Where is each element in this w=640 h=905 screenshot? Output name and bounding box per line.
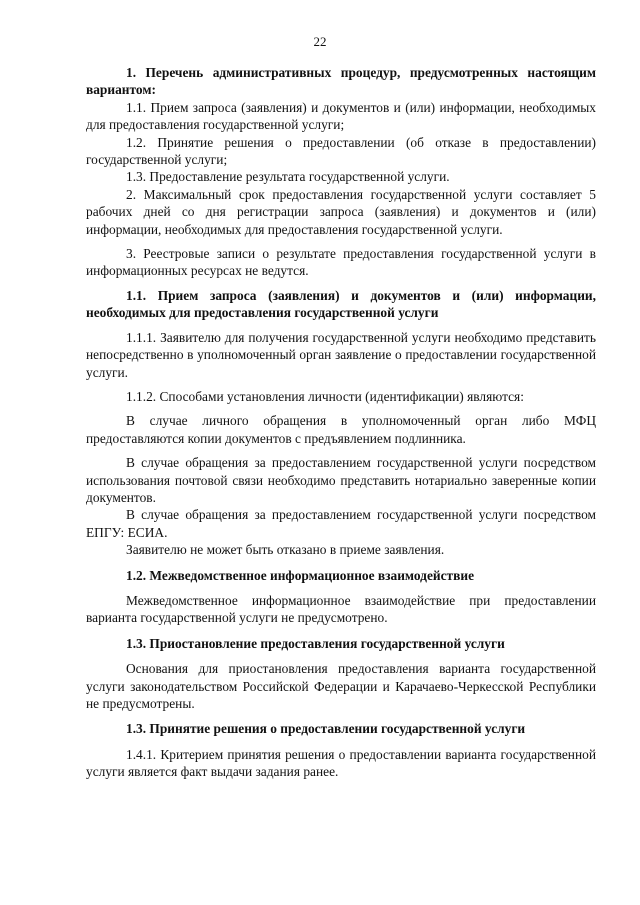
list-item-1-2: 1.2. Принятие решения о предоставлении (об отказе в предоставлении) государственной услуги; (86, 134, 596, 168)
heading-section-1-1: 1.1. Прием запроса (заявления) и документов и (или) информации, необходимых для предоставления государственной услуги (86, 287, 596, 321)
paragraph-personal-appeal: В случае личного обращения в уполномоченный орган либо МФЦ предоставляются копии документов с предъявлением подлинника. (86, 413, 596, 446)
paragraph-no-refusal: Заявителю не может быть отказано в приеме заявления. (126, 542, 445, 558)
paragraph-1-1-1: 1.1.1. Заявителю для получения государственной услуги необходимо представить непосредственно в уполномоченный орган заявление о предоставлении государственной услуги. (86, 329, 596, 380)
paragraph-suspension-grounds: Основания для приостановления предоставления варианта государственной услуги законодательством Российской Федерации и Карачаево-Черкесской Республики не предусмотрены. (86, 661, 596, 711)
paragraph-1-1-2: 1.1.2. Способами установления личности (идентификации) являются: (126, 388, 524, 404)
document-body (86, 64, 596, 781)
heading-section-1-3-decision: 1.3. Принятие решения о предоставлении государственной услуги (126, 721, 526, 737)
list-item-1-1: 1.1. Прием запроса (заявления) и документов и (или) информации, необходимых для предоставления государственной услуги; (86, 99, 596, 133)
paragraph-1-4-1: 1.4.1. Критерием принятия решения о предоставлении варианта государственной услуги является факт выдачи задания ранее. (86, 746, 596, 780)
paragraph-interagency: Межведомственное информационное взаимодействие при предоставлении варианта государственной услуги не предусмотрено. (86, 592, 596, 626)
heading-section-1-2: 1.2. Межведомственное информационное взаимодействие (126, 567, 475, 583)
paragraph-max-term: 2. Максимальный срок предоставления государственной услуги составляет 5 рабочих дней со дня регистрации запроса (заявления) и документов и (или) информации, необходимых для предоставления государственной услуги. (86, 186, 596, 237)
paragraph-postal-appeal: В случае обращения за предоставлением государственной услуги посредством использования почтовой связи необходимо представить нотариально заверенные копии документов. (86, 455, 596, 505)
paragraph-registry-records: 3. Реестровые записи о результате предоставления государственной услуги в информационных ресурсах не ведутся. (86, 246, 596, 279)
heading-section-1-3-suspension: 1.3. Приостановление предоставления государственной услуги (126, 635, 505, 651)
page-number: 22 (313, 34, 327, 49)
paragraph-epgu-appeal: В случае обращения за предоставлением государственной услуги посредством ЕПГУ: ЕСИА. (86, 507, 596, 540)
list-item-1-3: 1.3. Предоставление результата государственной услуги. (126, 169, 450, 185)
heading-procedures-list: 1. Перечень административных процедур, предусмотренных настоящим вариантом: (86, 65, 596, 98)
